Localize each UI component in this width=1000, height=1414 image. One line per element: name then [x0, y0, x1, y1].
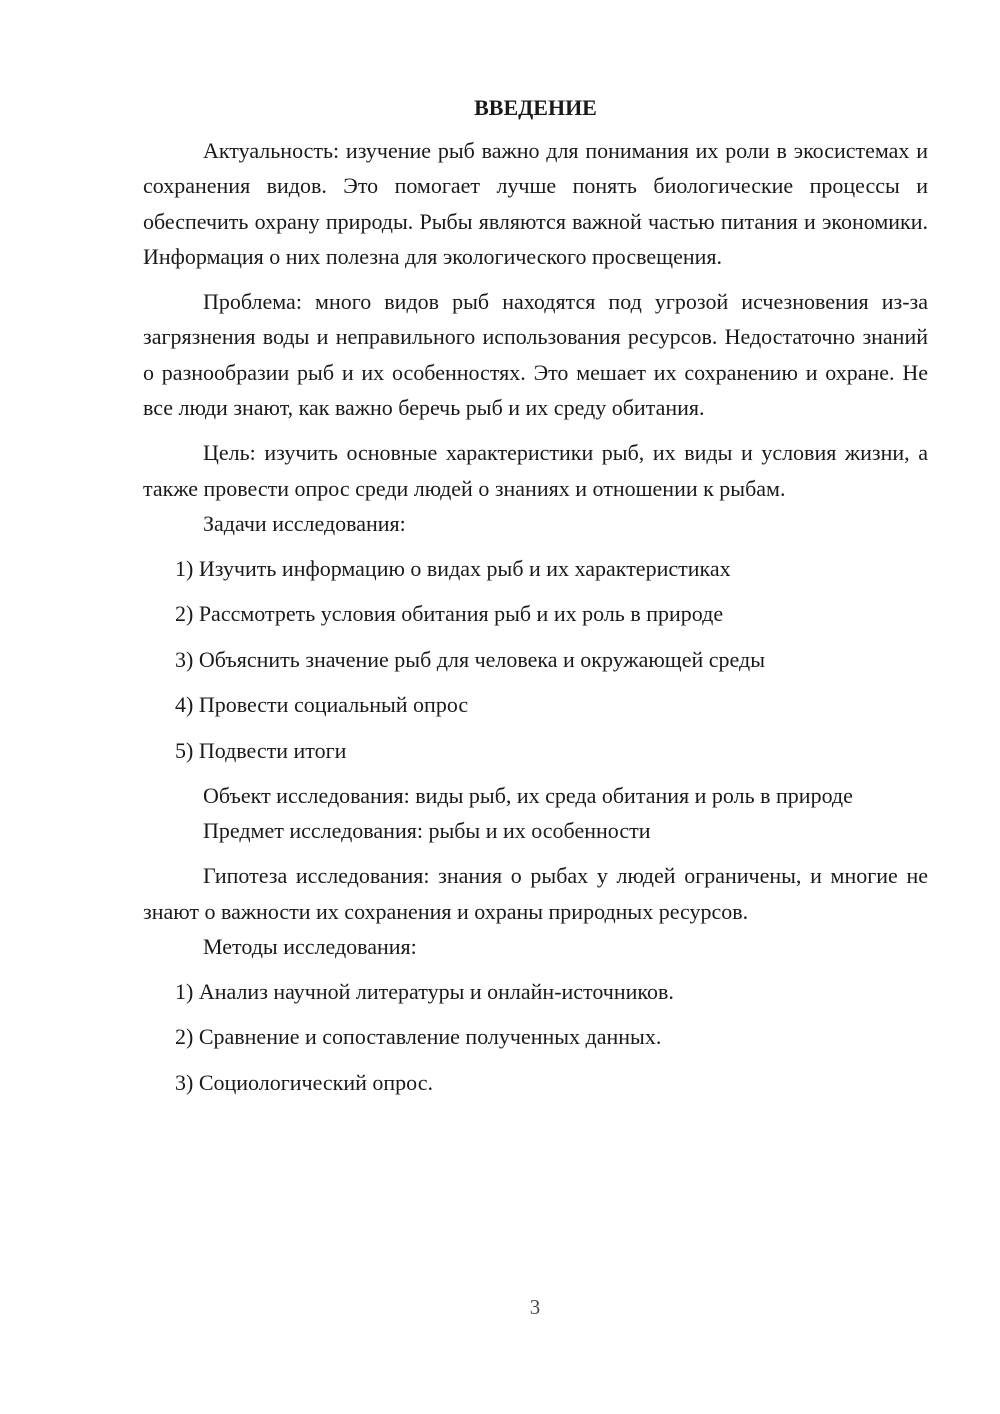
list-item: 2) Сравнение и сопоставление полученных данных.: [175, 1024, 662, 1050]
paragraph-hypothesis: Гипотеза исследования: знания о рыбах у людей ограничены, и многие не знают о важности их сохранения и охраны природных ресурсов.: [143, 863, 928, 924]
list-item: 3) Объяснить значение рыб для человека и окружающей среды: [175, 646, 765, 672]
paragraph-goal: Цель: изучить основные характеристики рыб, их виды и условия жизни, а также провести опрос среди людей о знаниях и отношении к рыбам.: [143, 440, 928, 501]
paragraph-relevance: Актуальность: изучение рыб важно для понимания их роли в экосистемах и сохранения видов. Это помогает лучше понять биологические процессы и обеспечить охрану природы. Рыбы являются важной частью питания и экономики. Информация о них полезна для экологического просвещения.: [143, 138, 928, 269]
paragraph-subject: Предмет исследования: рыбы и их особенности: [203, 818, 651, 844]
list-item: 1) Анализ научной литературы и онлайн-источников.: [175, 978, 674, 1004]
paragraph-object: Объект исследования: виды рыб, их среда обитания и роль в природе: [203, 782, 853, 808]
list-item: 2) Рассмотреть условия обитания рыб и их роль в природе: [175, 601, 724, 627]
list-item: 1) Изучить информацию о видах рыб и их характеристиках: [175, 555, 731, 581]
document-page: [143, 90, 928, 1100]
methods-list: [143, 974, 928, 1100]
tasks-title: Задачи исследования:: [203, 510, 406, 536]
list-item: 3) Социологический опрос.: [175, 1069, 433, 1095]
tasks-list: [143, 551, 928, 768]
section-heading: ВВЕДЕНИЕ: [474, 95, 597, 120]
paragraph-problem: Проблема: много видов рыб находятся под угрозой исчезновения из-за загрязнения воды и неправильного использования ресурсов. Недостаточно знаний о разнообразии рыб и их особенностях. Это мешает их сохранению и охране. Не все люди знают, как важно беречь рыб и их среду обитания.: [143, 289, 928, 421]
list-item: 4) Провести социальный опрос: [175, 692, 469, 718]
list-item: 5) Подвести итоги: [175, 737, 347, 763]
page-number: 3: [529, 1295, 541, 1319]
methods-title: Методы исследования:: [203, 933, 417, 959]
